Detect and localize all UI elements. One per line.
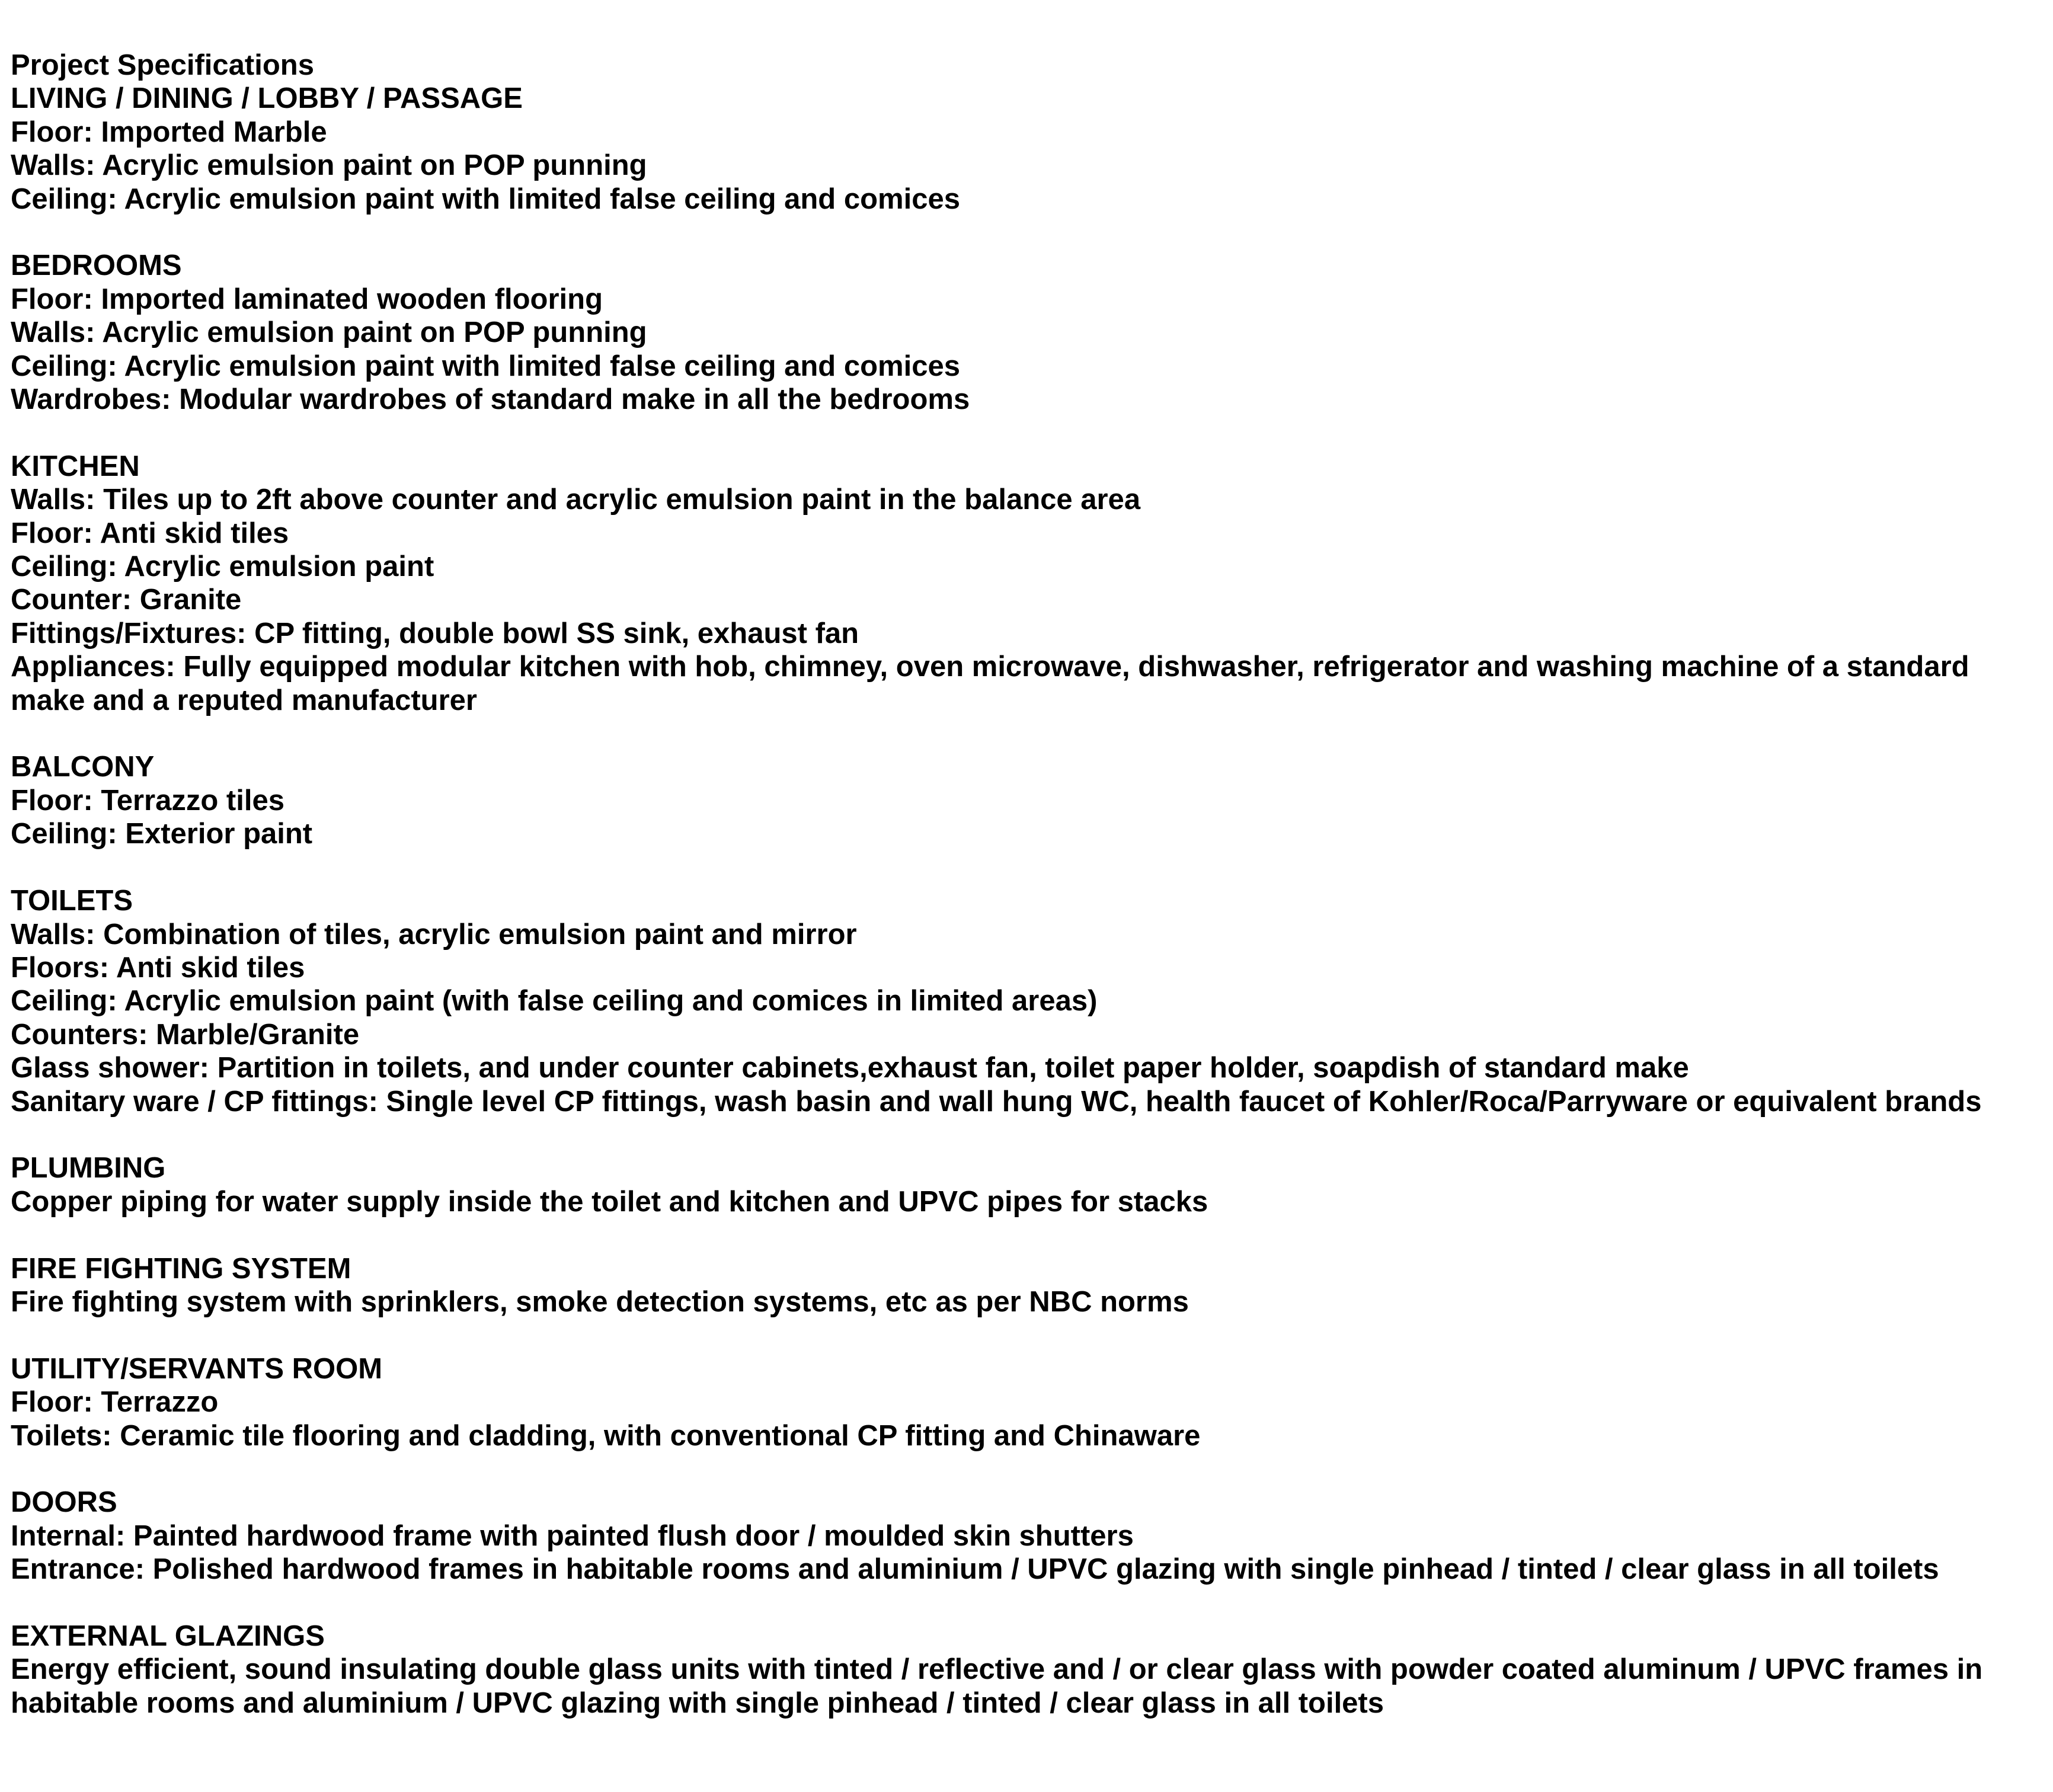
section-heading: BEDROOMS — [11, 249, 182, 282]
spec-item: Floor : Terrazzo tiles — [11, 784, 2044, 817]
spec-item: Internal : Painted hardwood frame with painted flush door / moulded skin shutters — [11, 1519, 2044, 1553]
spec-item: Toilets : Ceramic tile flooring and cladding, with conventional CP fitting and Chinaware — [11, 1419, 2044, 1452]
document-title: Project Specifications — [11, 49, 314, 81]
section-kitchen — [11, 450, 2044, 717]
spec-text: Copper piping for water supply inside the toilet and kitchen and UPVC pipes for stacks — [11, 1185, 1208, 1218]
spec-item: Floor : Terrazzo — [11, 1385, 2044, 1419]
section-doors — [11, 1486, 2044, 1586]
section-toilets — [11, 884, 2044, 1118]
spec-item: Ceiling : Acrylic emulsion paint with limited false ceiling and comices — [11, 350, 2044, 383]
spec-item: Fittings/Fixtures : CP fitting, double bowl SS sink, exhaust fan — [11, 617, 2044, 650]
section-heading: TOILETS — [11, 885, 133, 917]
spec-item: Walls : Combination of tiles, acrylic emulsion paint and mirror — [11, 918, 2044, 951]
spec-item: Ceiling : Acrylic emulsion paint — [11, 550, 2044, 583]
section-heading: FIRE FIGHTING SYSTEM — [11, 1252, 351, 1285]
spec-item: Walls : Acrylic emulsion paint on POP punning — [11, 316, 2044, 349]
spec-item: Floor : Imported Marble — [11, 116, 2044, 149]
spec-item: Appliances : Fully equipped modular kitchen with hob, chimney, oven microwave, dishwasher, refrigerator and washing machine of a standard make and a reputed manufacturer — [11, 650, 2044, 717]
spec-item: Walls : Tiles up to 2ft above counter and acrylic emulsion paint in the balance area — [11, 483, 2044, 516]
section-plumbing — [11, 1151, 2044, 1218]
section-balcony — [11, 750, 2044, 850]
section-external-glazings — [11, 1620, 2044, 1720]
spec-item: Counter : Granite — [11, 583, 2044, 616]
section-utility-room — [11, 1352, 2044, 1452]
spec-item: Ceiling : Exterior paint — [11, 817, 2044, 850]
section-heading: PLUMBING — [11, 1152, 166, 1185]
spec-item: Floor : Imported laminated wooden flooring — [11, 283, 2044, 316]
section-heading: UTILITY/SERVANTS ROOM — [11, 1352, 383, 1385]
spec-item: Ceiling : Acrylic emulsion paint with limited false ceiling and comices — [11, 183, 2044, 216]
spec-item: Floor : Anti skid tiles — [11, 517, 2044, 550]
section-living-dining — [11, 82, 2044, 216]
section-heading: EXTERNAL GLAZINGS — [11, 1620, 325, 1652]
spec-item: Sanitary ware / CP fittings : Single level CP fittings, wash basin and wall hung WC, health faucet of Kohler/Roca/Parryware or equivalent brands — [11, 1085, 2044, 1118]
spec-item: Ceiling : Acrylic emulsion paint (with false ceiling and comices in limited areas) — [11, 984, 2044, 1017]
spec-item: Glass shower : Partition in toilets, and under counter cabinets,exhaust fan, toilet paper holder, soapdish of standard make — [11, 1051, 2044, 1084]
section-bedrooms — [11, 249, 2044, 416]
specifications-document — [11, 49, 2044, 1720]
spec-text: Energy efficient, sound insulating double glass units with tinted / reflective and / or clear glass with powder coated aluminum / UPVC frames in habitable rooms and aluminium / UPVC glazing with single pinhead / tinted / clear glass in all toilets — [11, 1653, 1983, 1719]
spec-item: Walls : Acrylic emulsion paint on POP punning — [11, 149, 2044, 182]
spec-item: Entrance : Polished hardwood frames in habitable rooms and aluminium / UPVC glazing with single pinhead / tinted / clear glass in all toilets — [11, 1553, 2044, 1586]
spec-item: Floors : Anti skid tiles — [11, 951, 2044, 984]
section-heading: KITCHEN — [11, 450, 140, 482]
spec-item: Wardrobes : Modular wardrobes of standard make in all the bedrooms — [11, 383, 2044, 416]
spec-text: Fire fighting system with sprinklers, smoke detection systems, etc as per NBC norms — [11, 1285, 1189, 1318]
section-heading: LIVING / DINING / LOBBY / PASSAGE — [11, 82, 523, 115]
section-heading: BALCONY — [11, 751, 155, 783]
spec-item: Counters : Marble/Granite — [11, 1018, 2044, 1051]
section-heading: DOORS — [11, 1486, 117, 1519]
section-fire-fighting — [11, 1252, 2044, 1319]
